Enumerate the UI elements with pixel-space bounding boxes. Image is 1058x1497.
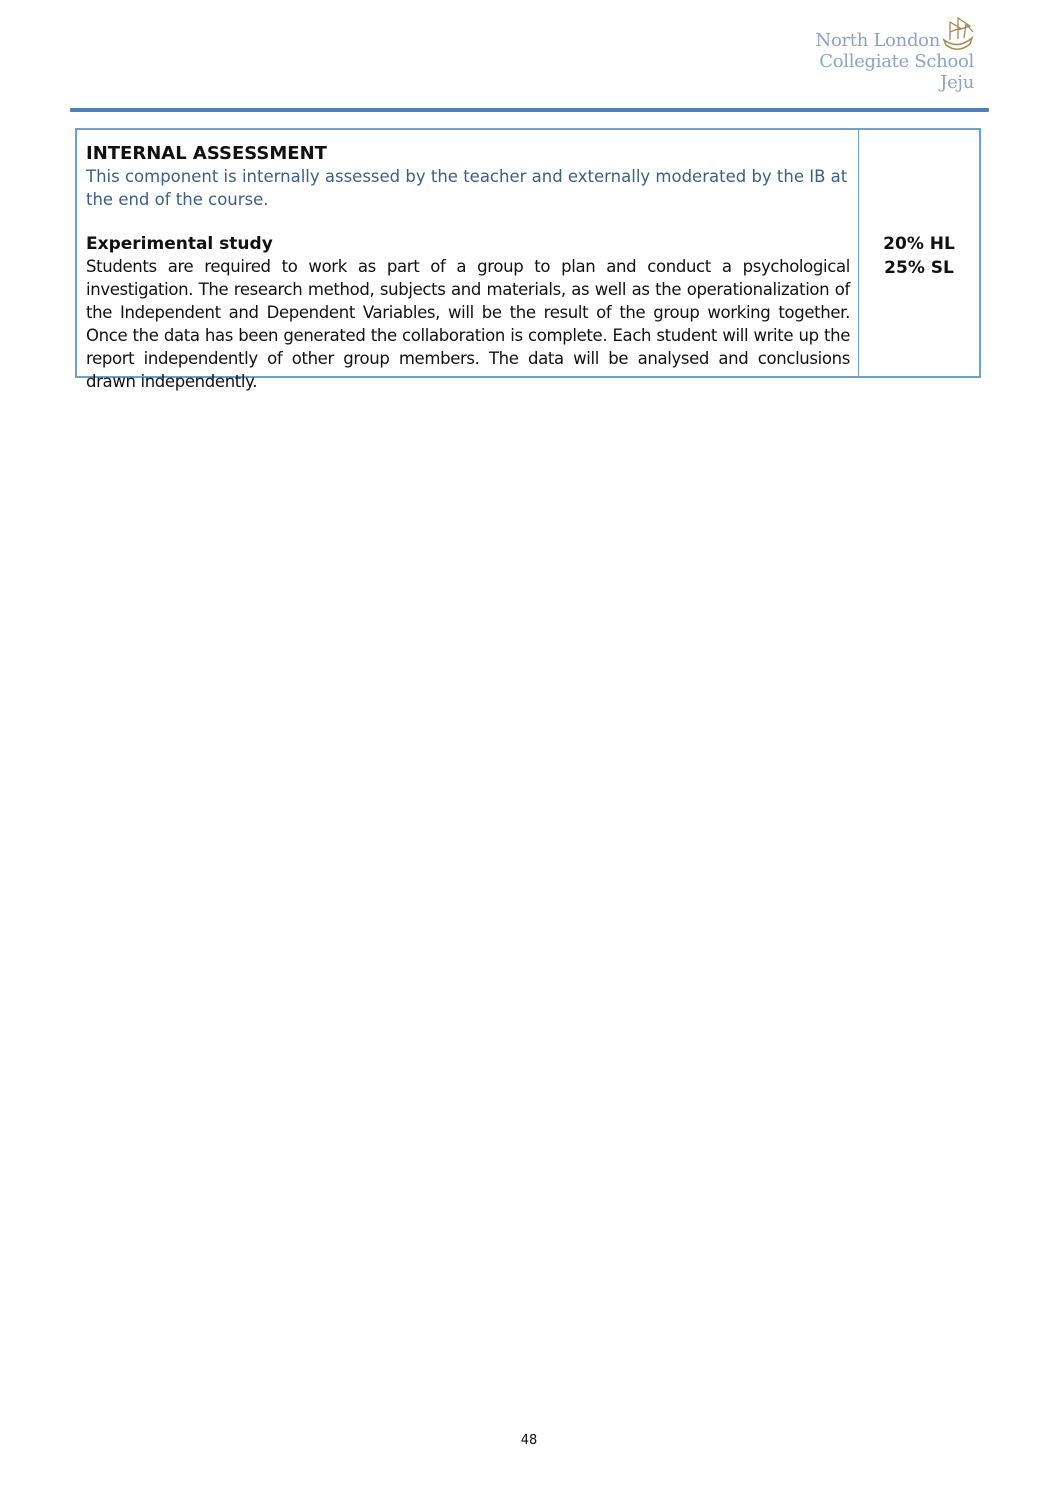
section-intro: This component is internally assessed by the teacher and externally moderated by the IB at the end of the course. (86, 167, 848, 209)
section-title: INTERNAL ASSESSMENT (86, 143, 327, 164)
logo-line-3: Jeju (940, 72, 974, 93)
assessment-description-cell (77, 130, 859, 391)
weighting-cell (859, 130, 979, 376)
logo-line-2: Collegiate School (819, 51, 974, 72)
component-description: Students are required to work as part of a group to plan and conduct a psychological investigation. The research method, subjects and materials, as well as the operationalization of the Independent and Dependent Variables, will be the result of the group working together. Once the data has been generated the collaboration is complete. Each student will write up the report independently of other group members. The data will be analysed and conclusions drawn independently. (86, 257, 850, 391)
weight-sl: 25% SL (884, 258, 954, 278)
weight-hl: 20% HL (883, 234, 955, 254)
page-number: 48 (520, 1433, 538, 1448)
header-divider (70, 108, 989, 112)
assessment-table (75, 128, 981, 391)
component-title: Experimental study (86, 234, 273, 254)
ship-icon (940, 14, 976, 54)
logo-line-1: North London (815, 30, 940, 51)
